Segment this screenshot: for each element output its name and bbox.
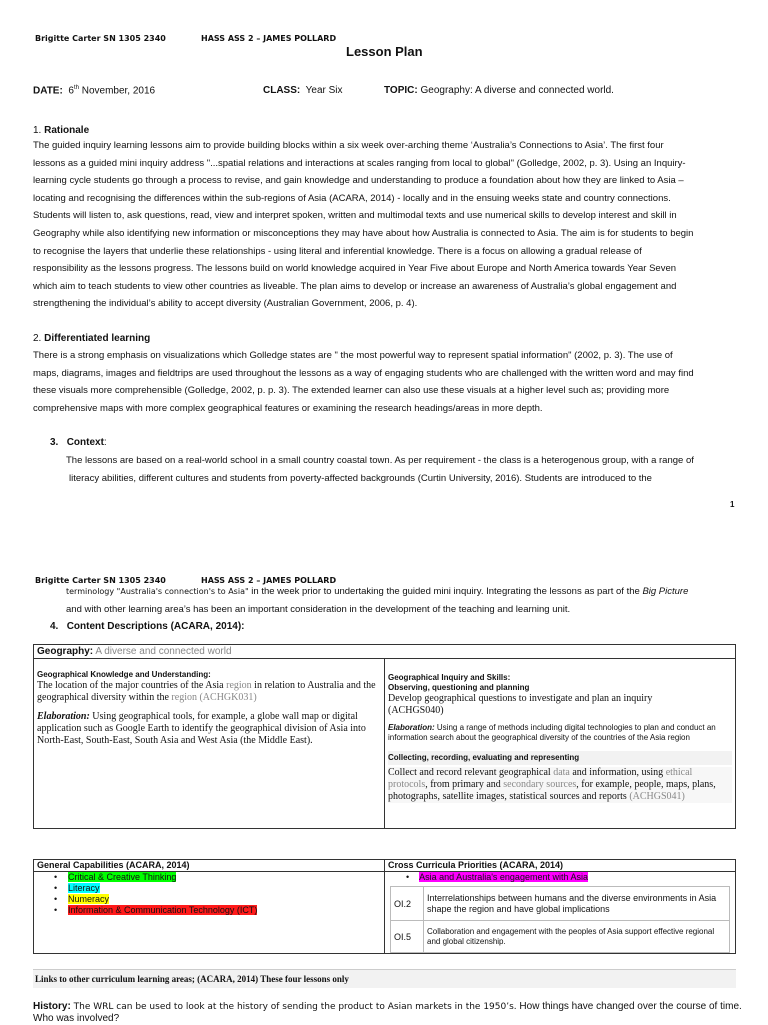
- elaboration-text: Using geographical tools, for example, a globe wall map or digital application such as Google Earth to identify the geographical division of Asia into North-East, South-East, South Asia and West Asia (the Middle East).: [37, 711, 366, 746]
- text-run: (ACHGK031): [196, 692, 257, 703]
- text-line: and with other learning area’s has been an important consideration in the development of the teaching and learning unit.: [66, 603, 571, 615]
- content-descriptions-heading: [50, 621, 245, 632]
- skills-subheading: Observing, questioning and planning: [388, 683, 530, 692]
- links-text: Links to other curriculum learning areas; (ACARA, 2014) These four lessons only: [35, 974, 349, 984]
- priority-code: OI.5: [391, 921, 424, 953]
- text-run: region: [226, 680, 252, 691]
- text-run: in the week prior to undertaking the guided mini inquiry. Integrating the lessons as part of the: [248, 586, 643, 597]
- text-line: locating and recognising the differences within the sub-regions of Asia (ACARA, 2014) - locally and in the ensuing weeks state and country connections.: [33, 192, 671, 204]
- capability-label: Critical & Creative Thinking: [68, 872, 177, 882]
- class-field: [263, 85, 343, 96]
- priority-label: Asia and Australia's engagement with Asia: [419, 872, 588, 882]
- capabilities-cell: [34, 872, 385, 954]
- priorities-cell: [385, 872, 736, 954]
- history-paragraph: [33, 1001, 763, 1025]
- priority-code: OI.2: [391, 887, 424, 921]
- topic-label: TOPIC:: [384, 85, 418, 96]
- topic-value: Geography: A diverse and connected world.: [420, 85, 614, 96]
- page-title: Lesson Plan: [346, 44, 423, 59]
- list-item: [52, 872, 381, 883]
- text-line: [66, 583, 756, 601]
- page-header-course: HASS ASS 2 – JAMES POLLARD: [201, 34, 337, 43]
- differentiated-heading: [33, 333, 150, 344]
- text-line: Who was involved?: [33, 1013, 120, 1024]
- page-header-name: Brigitte Carter SN 1305 2340: [35, 576, 166, 585]
- links-bar: [33, 969, 736, 988]
- skills-text: Develop geographical questions to investigate and plan an inquiry (ACHGS040): [388, 693, 653, 716]
- text-run: region: [171, 692, 197, 703]
- knowledge-heading: Geographical Knowledge and Understanding:: [37, 670, 211, 679]
- text-line: literacy abilities, different cultures and students from poverty-affected backgrounds (Curtin University, 2016). Students are introduced to the: [69, 472, 652, 484]
- capabilities-heading: General Capabilities (ACARA, 2014): [34, 860, 385, 872]
- capabilities-priorities-table: [33, 859, 736, 954]
- priority-text: Interrelationships between humans and the diverse environments in Asia shape the region and have global implications: [424, 887, 730, 921]
- text-run: secondary sources: [503, 779, 577, 790]
- skills-elaboration: [388, 723, 732, 743]
- date-value-suffix: th: [73, 85, 79, 91]
- text-run: Collect and record relevant geographical: [388, 767, 554, 778]
- collecting-text: [388, 767, 732, 803]
- table-row: [391, 921, 730, 953]
- text-run: terminology "Australia's connection's to Asia": [66, 587, 249, 596]
- text-line: The lessons are based on a real-world school in a small country coastal town. As per requirement - the class is a heterogenous group, with a range of: [66, 455, 694, 466]
- date-value-rest: November, 2016: [78, 85, 156, 97]
- rationale-number: 1.: [33, 125, 42, 136]
- context-number: 3.: [50, 437, 59, 448]
- text-run: ethical protocols: [388, 767, 693, 790]
- date-field: [33, 85, 155, 96]
- page-header-course: HASS ASS 2 – JAMES POLLARD: [201, 576, 337, 585]
- table-title-label: Geography:: [37, 646, 94, 657]
- text-run: in relation to Australia and the geographical diversity within the: [37, 680, 376, 703]
- table-title-cell: [34, 645, 736, 659]
- date-label: DATE:: [33, 85, 63, 97]
- collecting-heading: Collecting, recording, evaluating and representing: [388, 751, 732, 765]
- text-line: strengthening the individual’s ability to accept diversity (Australian Government, 2006, p. 4).: [33, 298, 418, 310]
- skills-heading: Geographical Inquiry and Skills:: [388, 673, 511, 682]
- table-row: [391, 887, 730, 921]
- text-line: maps, diagrams, images and fieldtrips are used throughout the lessons as a way of engaging students who are challenged with the written word and may find: [33, 367, 694, 379]
- text-run: (ACHGS041): [629, 791, 685, 802]
- text-run: Big Picture: [642, 586, 689, 597]
- text-line: [33, 1001, 763, 1013]
- priority-rows: [390, 886, 730, 953]
- text-run: , for example, people, maps, plans, photographs, satellite images, statistical sources and reports: [388, 779, 716, 802]
- text-line: responsibility as the lessons progress. The lessons build on world knowledge acquired in Year Five about Europe and North America towards Year Seven: [33, 263, 677, 275]
- content-descriptions-table: [33, 644, 736, 829]
- text-line: which aim to teach students to view other countries as liveable. The plan aims to develop or increase an awareness of Australia’s global engagement and: [33, 280, 677, 292]
- elaboration-text: Using a range of methods including digital technologies to plan and conduct an information search about the geographical diversity of the countries of the Asia region: [388, 723, 716, 742]
- capabilities-list: [52, 872, 381, 916]
- text-run: How things have changed over the course of time.: [516, 1001, 742, 1012]
- date-value-day: 6: [68, 85, 74, 97]
- text-line: The guided inquiry learning lessons aim to provide building blocks within a six week over-arching theme ‘Australia’s Connections to Asia’. The first four: [33, 140, 664, 151]
- elaboration-label: Elaboration:: [388, 723, 435, 732]
- list-item: [52, 883, 381, 894]
- capability-label: Literacy: [68, 883, 100, 893]
- knowledge-text: [37, 680, 381, 704]
- priority-text: Collaboration and engagement with the peoples of Asia support effective regional and global citizenship.: [424, 921, 730, 953]
- rationale-title: Rationale: [44, 125, 90, 136]
- skills-cell: [385, 659, 736, 829]
- content-title: Content Descriptions (ACARA, 2014):: [66, 621, 245, 632]
- text-run: The WRL can be used to look at the history of sending the product to Asian markets in the 1950’s.: [70, 1002, 517, 1012]
- text-line: learning cycle students go through a process to revise, and gain knowledge and understanding to produce a foundation about how they are linked to Asia –: [33, 175, 684, 187]
- text-line: There is a strong emphasis on visualizations which Golledge states are " the most powerful way to represent spatial information" (2002, p. 3). The use of: [33, 350, 673, 361]
- differentiated-number: 2.: [33, 333, 42, 344]
- knowledge-elaboration: [37, 711, 381, 747]
- topic-field: [384, 85, 614, 96]
- list-item: [52, 905, 381, 916]
- history-label: History:: [33, 1001, 71, 1012]
- text-line: to recognise the layers that underlie these relationships - using literal and inferential knowledge. There is a focus on allowing a gradual release of: [33, 245, 642, 257]
- capability-label: Numeracy: [68, 894, 110, 904]
- text-line: these visuals more comprehensible (Golledge, 2002, p. p. 3). The extended learner can also use these visuals at a higher level such as; providing more: [33, 385, 670, 397]
- capability-label: Information & Communication Technology (ICT): [68, 905, 258, 915]
- text-run: and information, using: [569, 767, 666, 778]
- page-number: 1: [730, 500, 735, 509]
- class-value: Year Six: [305, 85, 343, 96]
- context-paragraph: [66, 452, 746, 487]
- list-item: [52, 894, 381, 905]
- context-continued: [66, 583, 756, 618]
- differentiated-paragraph: [33, 347, 745, 417]
- text-line: Students will listen to, ask questions, read, view and interpret spoken, written and multimodal texts and use numerical skills to develop interest and skill in: [33, 210, 677, 222]
- text-run: data: [553, 767, 570, 778]
- knowledge-cell: [34, 659, 385, 829]
- differentiated-title: Differentiated learning: [44, 333, 151, 344]
- text-line: comprehensive maps with more complex geographical features or examining the research headings/areas in more depth.: [33, 402, 543, 414]
- priorities-heading: Cross Curricula Priorities (ACARA, 2014): [385, 860, 736, 872]
- context-title: Context: [66, 437, 104, 448]
- elaboration-label: Elaboration:: [37, 711, 90, 722]
- page-header-name: Brigitte Carter SN 1305 2340: [35, 34, 166, 43]
- text-line: lessons as a guided mini inquiry address "...spatial relations and interactions at scales ranging from local to global" (Golledge, 2002, p. 3). Using an Inquiry-: [33, 157, 686, 169]
- text-run: , from primary and: [425, 779, 504, 790]
- class-label: CLASS:: [263, 85, 301, 96]
- table-title-text: A diverse and connected world: [93, 646, 232, 657]
- text-run: The location of the major countries of the Asia: [37, 680, 227, 691]
- text-line: Geography while also identifying new information or misconceptions they may have about how Australia is connected to Asia. The aim is for students to begin: [33, 227, 694, 239]
- content-number: 4.: [50, 621, 59, 632]
- priority-bullet: • Asia and Australia's engagement with Asia: [406, 872, 588, 882]
- rationale-heading: [33, 125, 89, 136]
- context-heading: 3. Context:: [50, 437, 107, 448]
- rationale-paragraph: [33, 137, 745, 313]
